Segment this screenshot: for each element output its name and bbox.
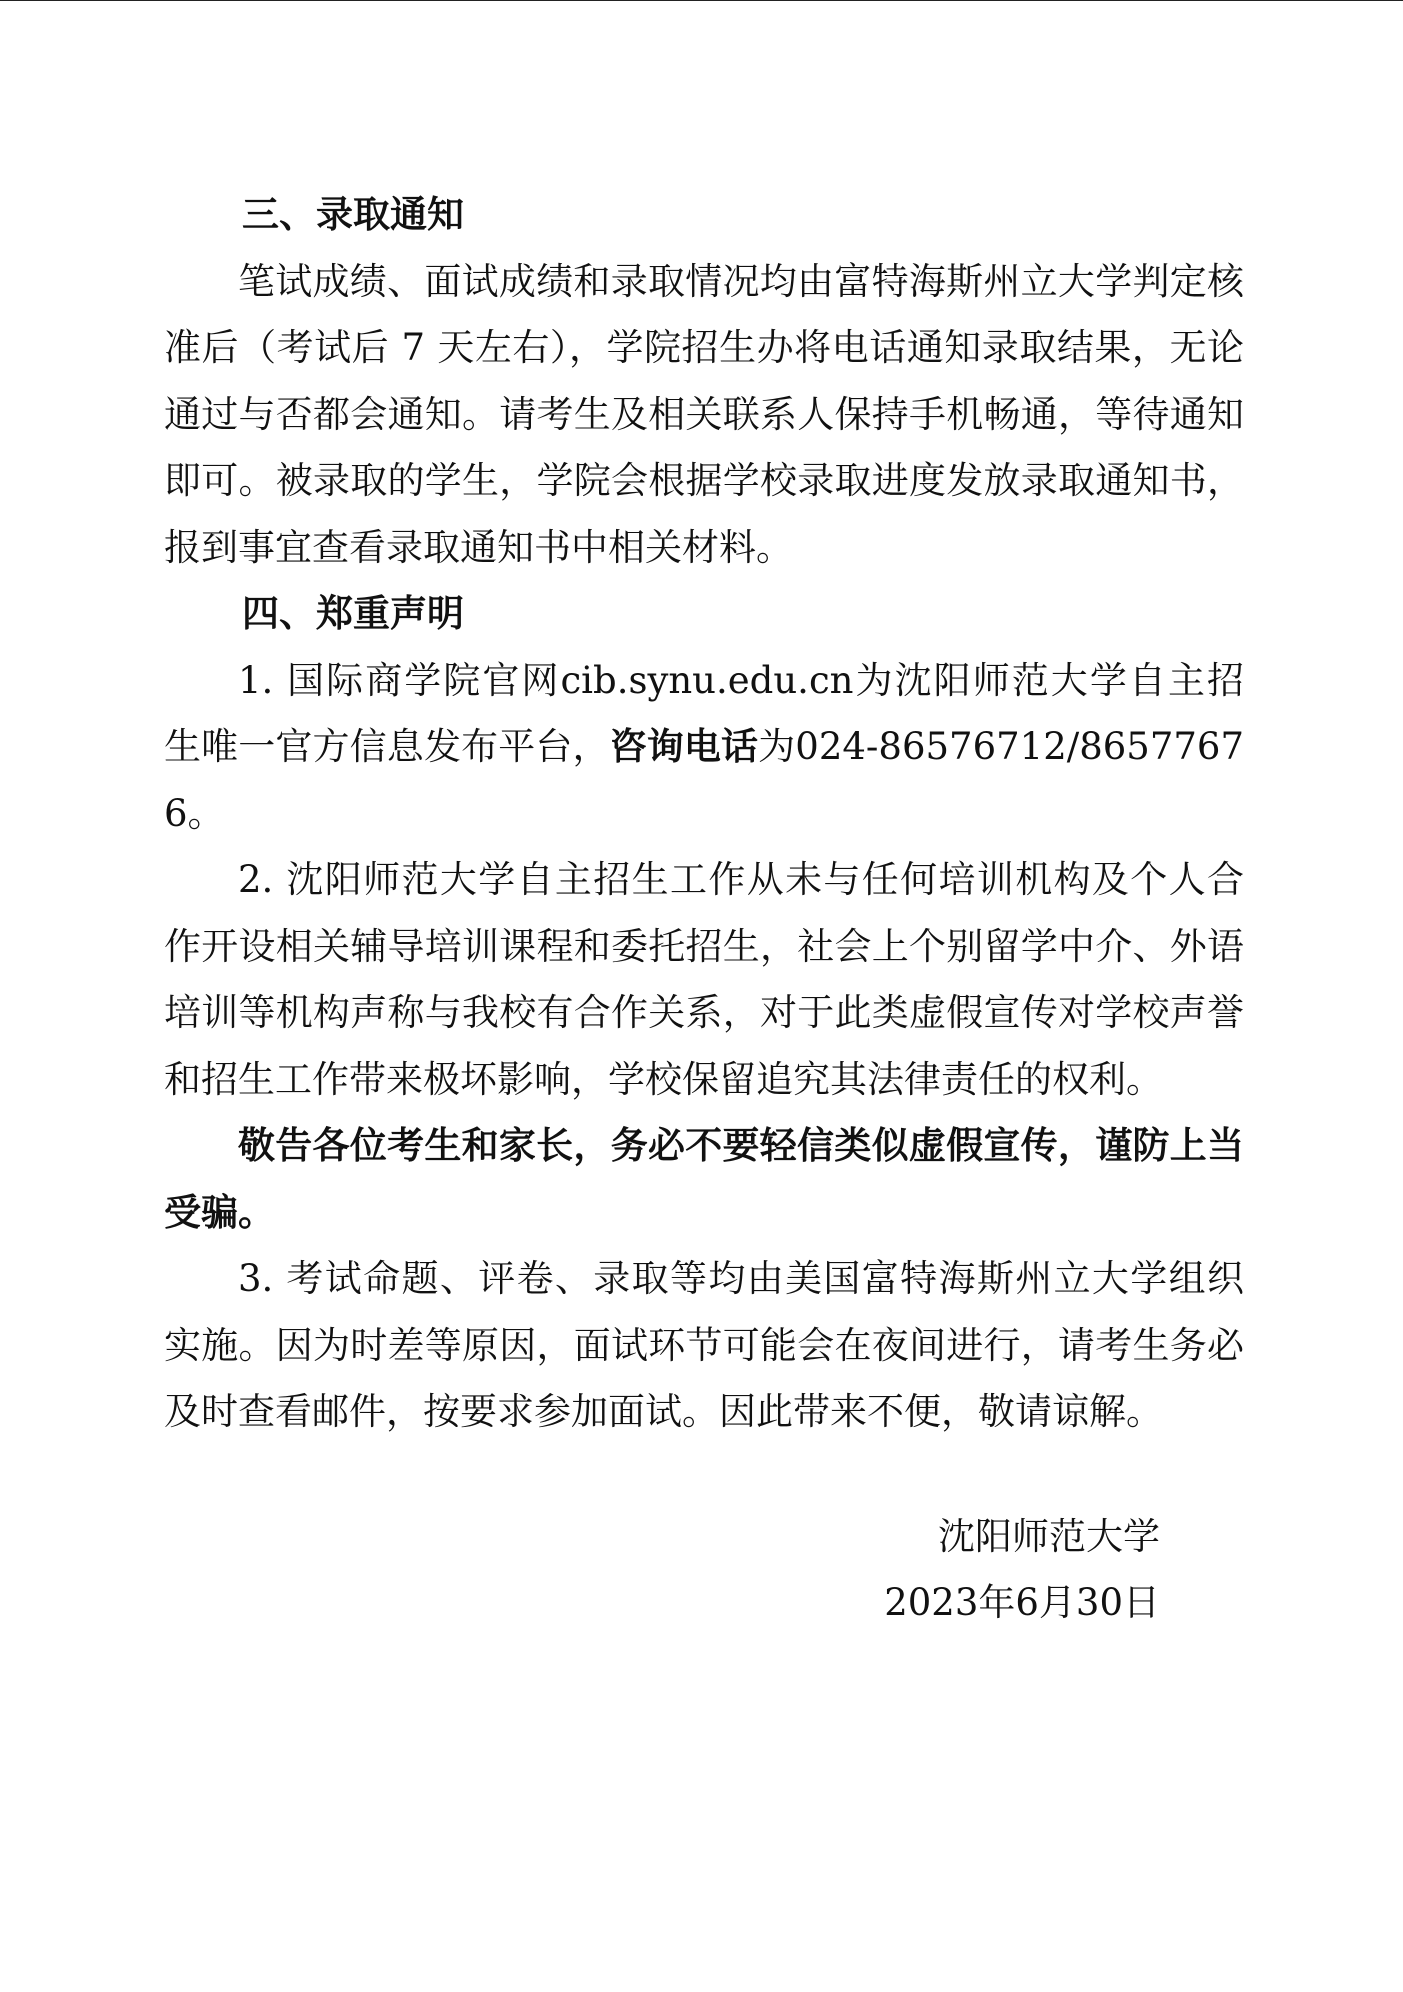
signature-date: 2023年6月30日 xyxy=(884,1581,1160,1624)
statement-item-1 xyxy=(164,648,1244,848)
page-top-border xyxy=(0,0,1403,1)
section-3-heading: 三、录取通知 xyxy=(242,193,464,236)
statement-item-2: 2. 沈阳师范大学自主招生工作从未与任何培训机构及个人合作开设相关辅导培训课程和委托招生，社会上个别留学中介、外语培训等机构声称与我校有合作关系，对于此类虚假宣传对学校声誉和招生工作带来极坏影响，学校保留追究其法律责任的权利。 xyxy=(164,858,1244,1101)
warning-notice: 敬告各位考生和家长，务必不要轻信类似虚假宣传，谨防上当受骗。 xyxy=(164,1124,1244,1234)
consultation-phone-numbers: 为024-86576712/86577676。 xyxy=(164,725,1245,835)
statement-item-3: 3. 考试命题、评卷、录取等均由美国富特海斯州立大学组织实施。因为时差等原因，面试环节可能会在夜间进行，请考生务必及时查看邮件，按要求参加面试。因此带来不便，敬请谅解。 xyxy=(164,1257,1244,1433)
consultation-phone-label: 咨询电话 xyxy=(609,725,759,768)
signature-organization: 沈阳师范大学 xyxy=(938,1515,1160,1558)
statement-item-1-text: 1. 国际商学院官网cib.synu.edu.cn为沈阳师范大学自主招生唯一官方信息发布平台， xyxy=(164,658,1244,768)
document-body xyxy=(164,182,1244,1446)
section-4-heading: 四、郑重声明 xyxy=(242,592,464,635)
section-3-paragraph: 笔试成绩、面试成绩和录取情况均由富特海斯州立大学判定核准后（考试后 7 天左右），学院招生办将电话通知录取结果，无论通过与否都会通知。请考生及相关联系人保持手机畅通，等待通知即可。被录取的学生，学院会根据学校录取进度发放录取通知书，报到事宜查看录取通知书中相关材料。 xyxy=(164,259,1244,569)
signature-block xyxy=(860,1504,1160,1636)
